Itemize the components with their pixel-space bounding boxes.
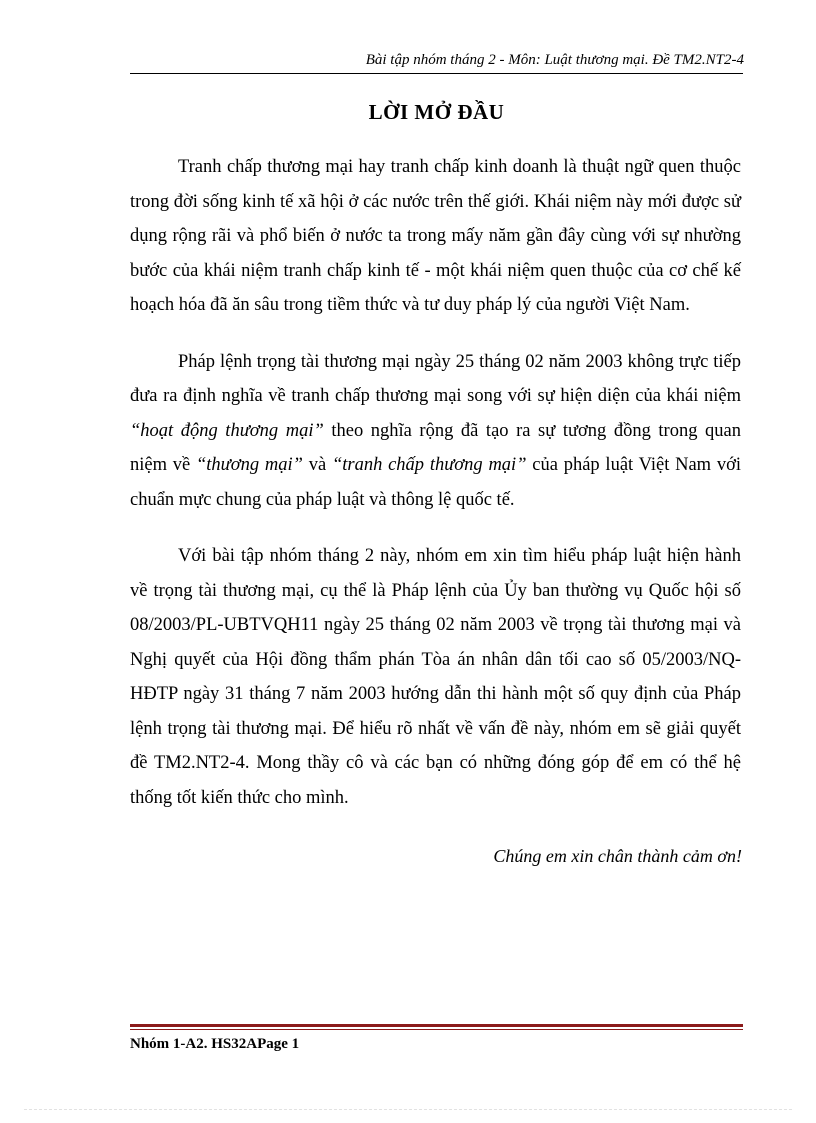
paragraph-2-text-d: của pháp luật Việt Nam với chuẩn mực chung của pháp luật và thông lệ quốc tế. bbox=[130, 455, 742, 510]
paragraph-2-text-a: Pháp lệnh trọng tài thương mại ngày 25 tháng 02 năm 2003 không trực tiếp đưa ra định nghĩa về tranh chấp thương mại song với sự hiện diện của khái niệm bbox=[130, 351, 741, 406]
paragraph-3: Với bài tập nhóm tháng 2 này, nhóm em xin tìm hiểu pháp luật hiện hành về trọng tài thương mại, cụ thể là Pháp lệnh của Ủy ban thường vụ Quốc hội số 08/2003/PL-UBTVQH11 ngày 25 tháng 02 năm 2003 về trọng tài thương mại và Nghị quyết của Hội đồng thẩm phán Tòa án nhân dân tối cao số 05/2003/NQ-HĐTP ngày 31 tháng 7 năm 2003 hướng dẫn thi hành một số quy định của Pháp lệnh trọng tài thương mại. Để hiểu rõ nhất về vấn đề này, nhóm em sẽ giải quyết đề TM2.NT2-4. Mong thầy cô và các bạn có những đóng góp để em có thể hệ thống tốt kiến thức cho mình. bbox=[130, 546, 741, 808]
quote-hoat-dong-thuong-mai: “hoạt động thương mại” bbox=[130, 420, 324, 441]
paragraph-2-text-c: và bbox=[302, 455, 332, 475]
closing-thanks: Chúng em xin chân thành cảm ơn! bbox=[493, 846, 742, 866]
footer-divider-thick bbox=[130, 1024, 743, 1027]
footer-divider-thin bbox=[130, 1029, 743, 1030]
quote-thuong-mai: “thương mại” bbox=[196, 455, 303, 475]
paragraph-2-text-b: theo nghĩa rộng đã tạo ra sự tương đồng trong quan niệm về bbox=[130, 420, 741, 475]
header-divider bbox=[130, 73, 743, 74]
page-footer: Nhóm 1-A2. HS32APage 1 bbox=[130, 1036, 300, 1052]
page-title: LỜI MỞ ĐẦU bbox=[368, 100, 505, 124]
page-header: Bài tập nhóm tháng 2 - Môn: Luật thương mại. Đề TM2.NT2-4 bbox=[365, 52, 744, 68]
page-boundary bbox=[24, 1109, 792, 1110]
paragraph-1: Tranh chấp thương mại hay tranh chấp kinh doanh là thuật ngữ quen thuộc trong đời sống kinh tế xã hội ở các nước trên thế giới. Khái niệm này mới được sử dụng rộng rãi và phổ biến ở nước ta trong mấy năm gần đây cùng với sự nhường bước của khái niệm tranh chấp kinh tế - một khái niệm quen thuộc của cơ chế kế hoạch hóa đã ăn sâu trong tiềm thức và tư duy pháp lý của người Việt Nam. bbox=[130, 157, 741, 315]
document-body bbox=[130, 150, 741, 837]
quote-tranh-chap-thuong-mai: “tranh chấp thương mại” bbox=[331, 455, 527, 475]
paragraph-2 bbox=[130, 345, 741, 518]
